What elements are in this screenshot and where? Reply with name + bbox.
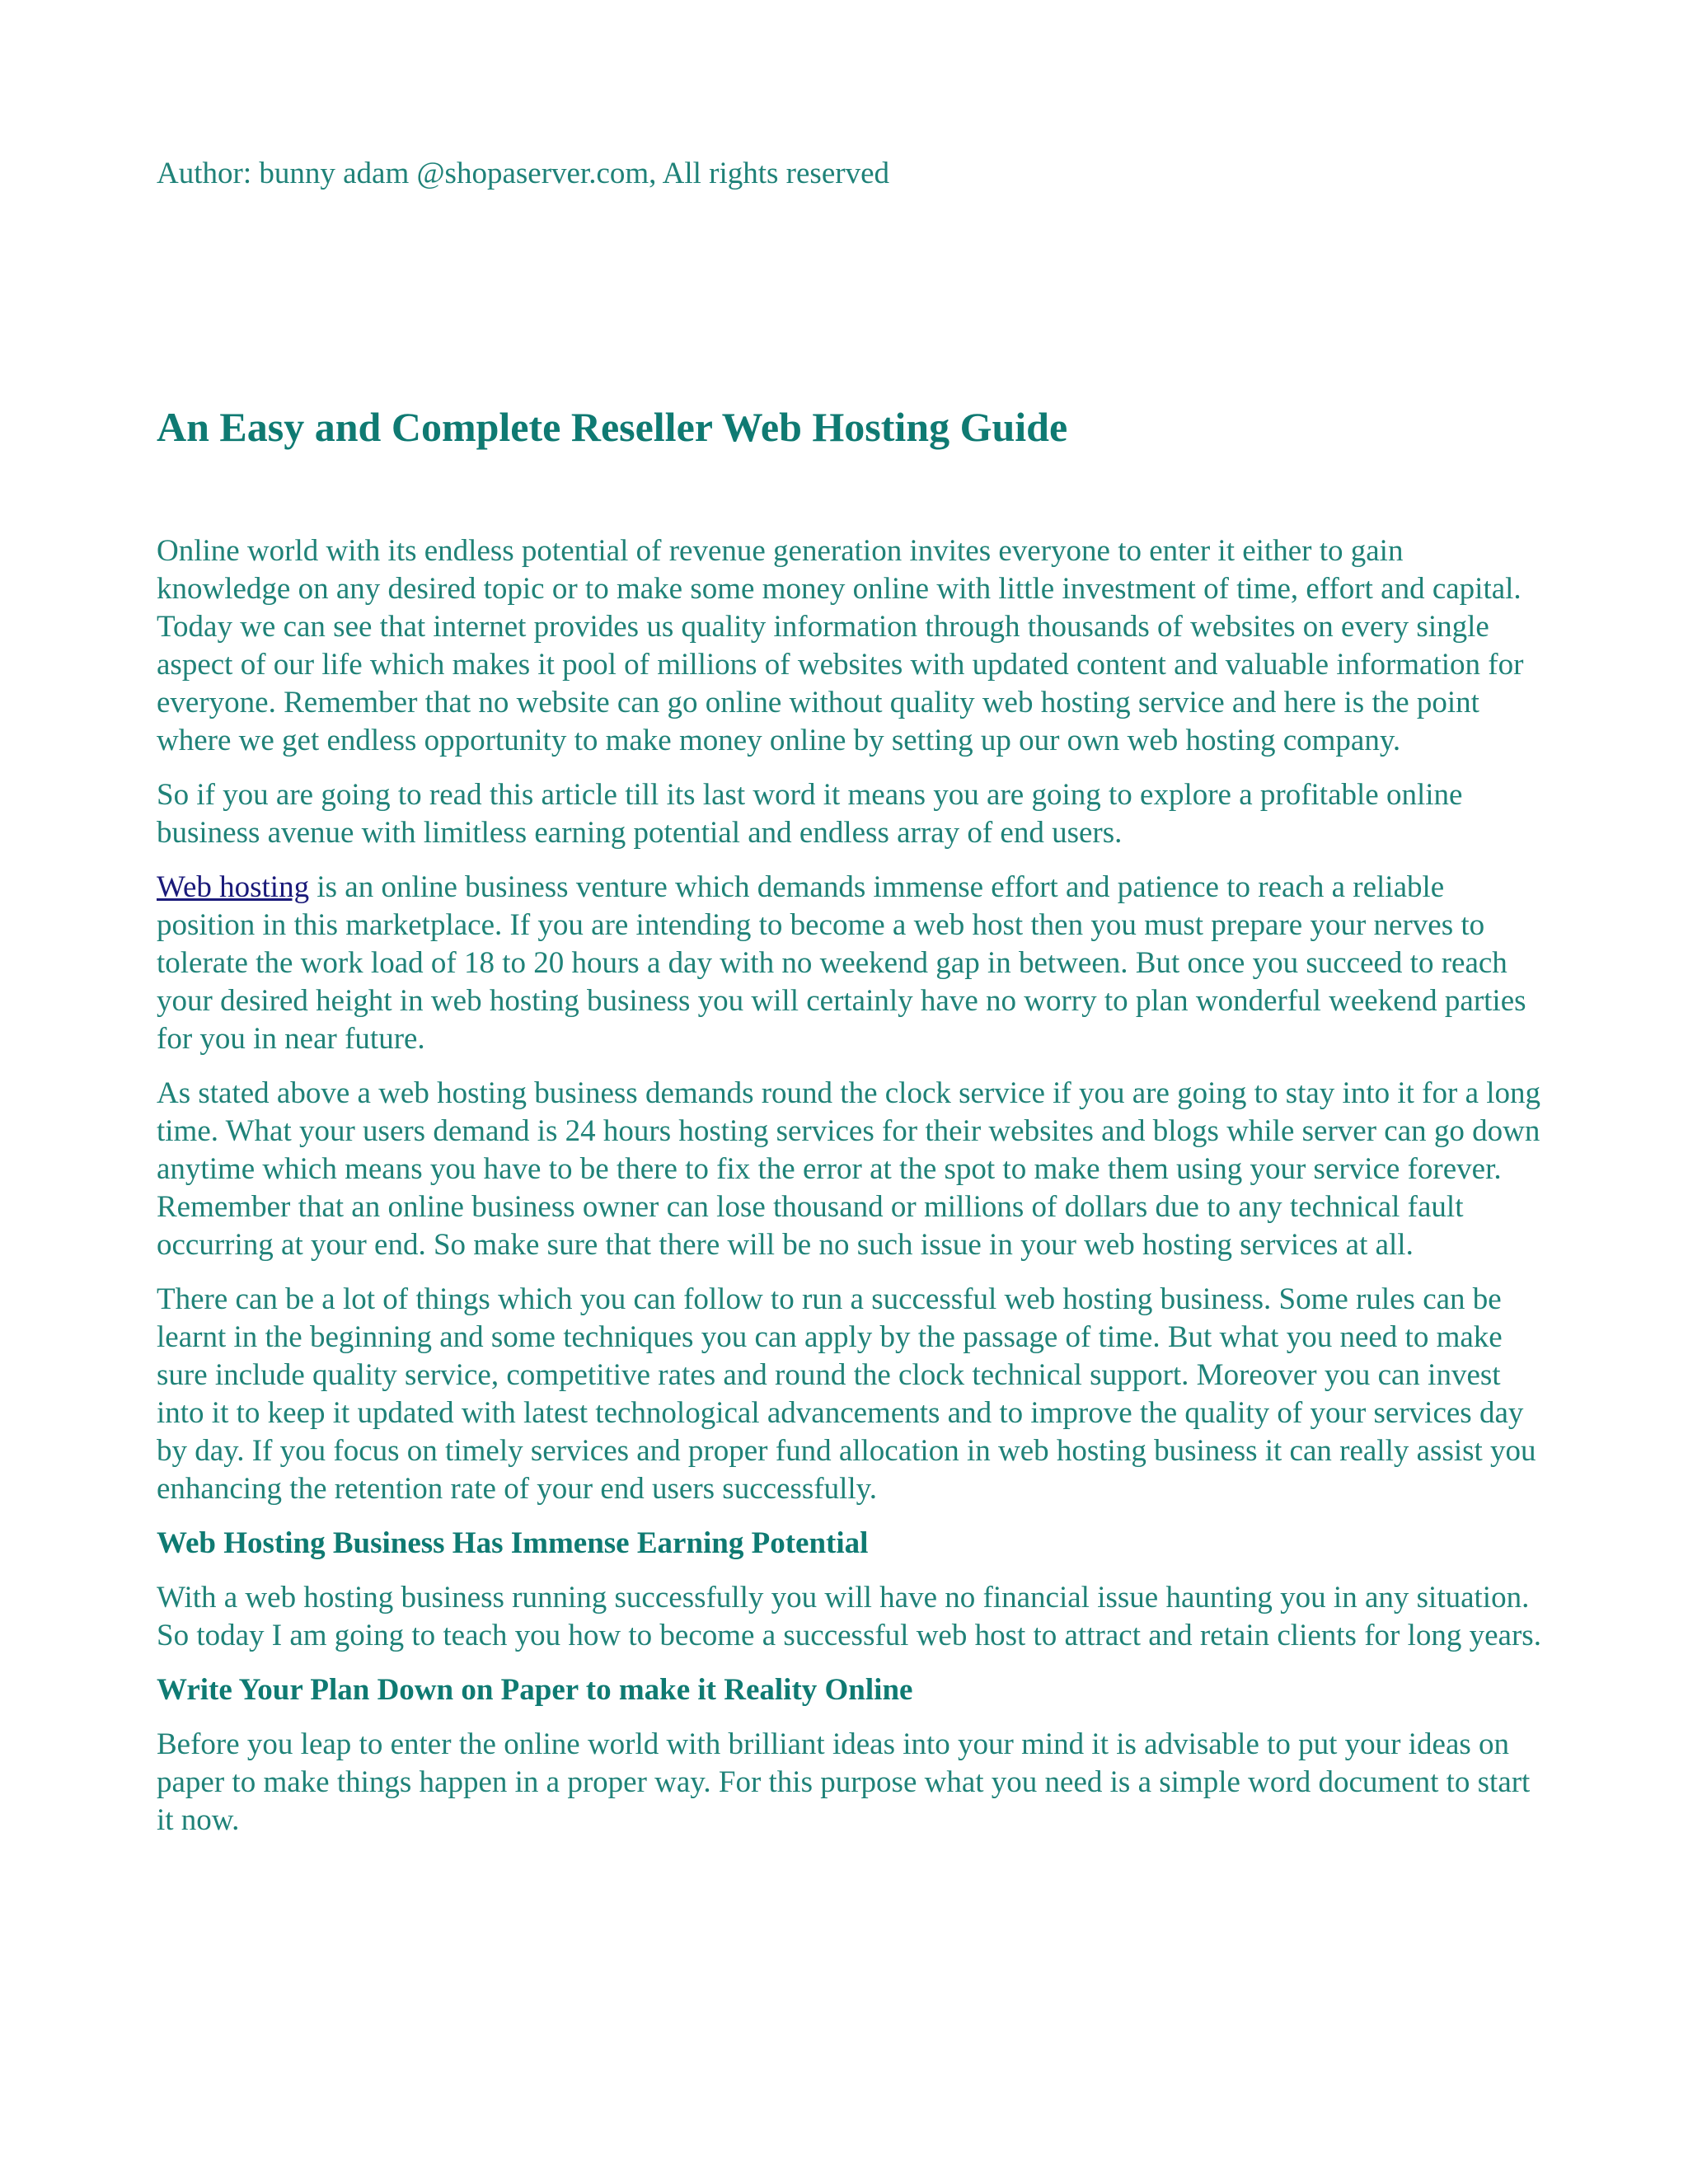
author-line: Author: bunny adam @shopaserver.com, All rights reserved [157,157,889,190]
subheading-write-plan: Write Your Plan Down on Paper to make it Reality Online [157,1673,913,1707]
paragraph-financial: With a web hosting business running successfully you will have no financial issue haunting you in any situation. So today I am going to teach you how to become a successful web host to attract and retain clients for long years. [157,1581,1541,1652]
paragraph-web-hosting-text: is an online business venture which demands immense effort and patience to reach a reliable position in this marketplace. If you are intending to become a web host then you must prepare your nerves to tolerate the work load of 18 to 20 hours a day with no weekend gap in between. But once you succeed to reach your desired height in web hosting business you will certainly have no worry to plan wonderful weekend parties for you in near future. [157,870,1526,1056]
paragraph-successful-business: There can be a lot of things which you can follow to run a successful web hosting business. Some rules can be learnt in the beginning and some techniques you can apply by the passage of time. But what you need to make sure include quality service, competitive rates and round the clock technical support. Moreover you can invest into it to keep it updated with latest technological advancements and to improve the quality of your services day by day. If you focus on timely services and proper fund allocation in web hosting business it can really assist you enhancing the retention rate of your end users successfully. [157,1282,1536,1506]
subheading-earning-potential: Web Hosting Business Has Immense Earning Potential [157,1526,869,1560]
paragraph-web-hosting [157,869,1541,1058]
article-body [157,532,1541,1856]
paragraph-read-on: So if you are going to read this article till its last word it means you are going to explore a profitable online business avenue with limitless earning potential and endless array of end users. [157,778,1463,850]
article-title: An Easy and Complete Reseller Web Hosting Guide [157,404,1068,450]
paragraph-round-the-clock: As stated above a web hosting business demands round the clock service if you are going to stay into it for a long time. What your users demand is 24 hours hosting services for their websites and blogs while server can go down anytime which means you have to be there to fix the error at the spot to make them using your service forever. Remember that an online business owner can lose thousand or millions of dollars due to any technical fault occurring at your end. So make sure that there will be no such issue in your web hosting services at all. [157,1076,1541,1262]
paragraph-intro: Online world with its endless potential of revenue generation invites everyone to enter it either to gain knowledge on any desired topic or to make some money online with little investment of time, effort and capital. Today we can see that internet provides us quality information through thousands of websites on every single aspect of our life which makes it pool of millions of websites with updated content and valuable information for everyone. Remember that no website can go online without quality web hosting service and here is the point where we get endless opportunity to make money online by setting up our own web hosting company. [157,534,1524,757]
paragraph-plan-on-paper: Before you leap to enter the online world with brilliant ideas into your mind it is advisable to put your ideas on paper to make things happen in a proper way. For this purpose what you need is a simple word document to start it now. [157,1727,1531,1837]
web-hosting-link[interactable]: Web hosting [157,870,310,904]
